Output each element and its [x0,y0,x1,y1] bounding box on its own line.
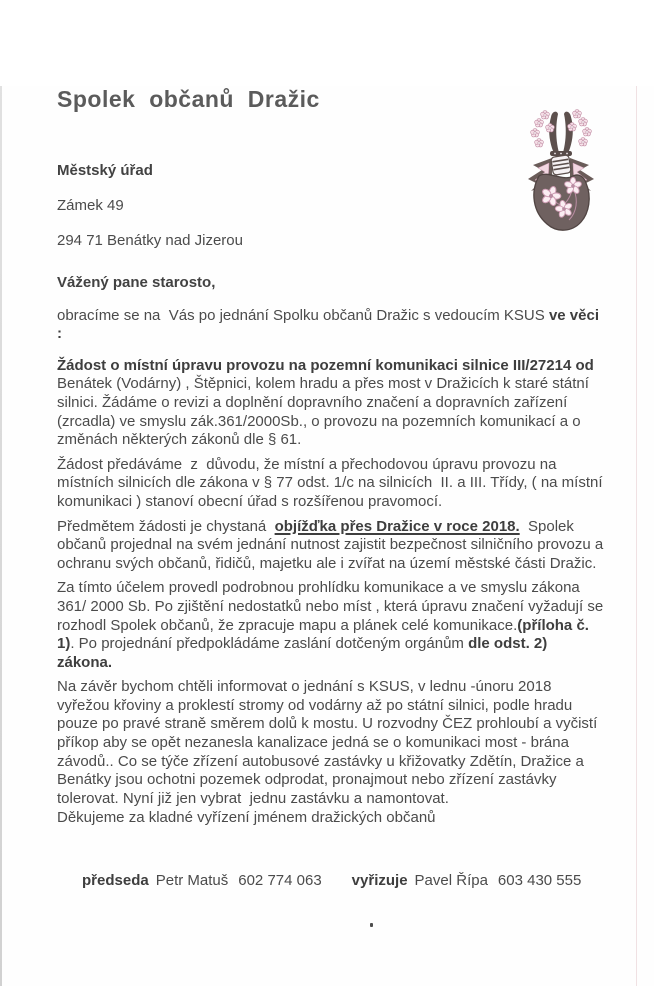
recipient-office: Městský úřad [57,162,153,179]
scan-edge-left [0,86,2,986]
survey-lead: Za tímto účelem provedl podrobnou prohlídku komunikace a ve smyslu zákona 361/ 2000 Sb. Po zjištění nedostatků nebo míst , která úpravu značení vyžadují se rozhodl Spolek občanů, že zpracuje mapu a plánek celé komunikace. [57,579,608,634]
paragraph-survey [57,579,608,672]
signature-role-handler: vyřizuje [351,871,408,889]
subject-lead: Předmětem žádosti je chystaná [57,517,275,535]
paragraph-reason: Žádost předáváme z důvodu, že místní a přechodovou úpravu provozu na místních silnicích dle zákona v § 77 odst. 1/c na silnicích II. a III. Třídy, ( na místní komunikaci ) stanoví obecní úřad s rozšířenou pravomocí. [57,455,607,510]
scan-speck [370,923,373,927]
page-title: Spolek občanů Dražic [57,86,320,112]
paragraph-subject [57,517,608,574]
signature-phone-chairman: 602 774 063 [238,871,322,889]
survey-law-ref: dle odst. 2) zákona. [57,635,552,671]
paragraph-final: Na závěr bychom chtěli informovat o jednání s KSUS, v lednu -únoru 2018 vyřežou křoviny a proklestí stromy od vodárny až po státní silnici, podle hradu pouze po pravé straně směrem dolů k mostu. U rozvodny ČEZ prohloubí a vyčistí příkop aby se opět nezanesla kanalizace jedná se o komunikaci most - brána závodů.. Co se týče zřízení autobusové zastávky u křižovatky Zdětín, Dražice a Benátky jsou ochotni pozemek odprodat, pronajmout nebo zřízení zastávky tolerovat. Nyní již jen vybrat jednu zastávku a namontovat. [57,678,602,807]
scan-edge-right [636,86,637,986]
signature-name-chairman: Petr Matuš [155,871,229,889]
survey-mid: . Po projednání předpokládáme zaslání dotčeným orgánům [70,635,469,653]
signature-name-handler: Pavel Řípa [414,871,488,889]
paragraph-intro [57,307,604,344]
signature-role-chairman: předseda [82,871,149,889]
request-body: Benátek (Vodárny) , Štěpnici, kolem hradu a přes most v Dražicích k staré státní silnici. Žádáme o revizi a doplnění dopravního značení a dopravních zařízení (zrcadla) ve smyslu zák.361/2000Sb., o provozu na pozemních komunikací a o změnách některých zákonů dle § 61. [57,356,598,449]
subject-rest: Spolek občanů projednal na svém jednání nutnost zajistit bezpečnost silničního provozu a ochranu svých občanů, řidičů, majetku ale i zvířat na území městské části Dražic. [57,517,608,572]
signature-line [57,853,604,909]
salutation: Vážený pane starosto, [57,274,216,291]
signature-phone-handler: 603 430 555 [497,871,582,889]
recipient-city: 294 71 Benátky nad Jizerou [57,232,243,249]
paragraph-thanks: Děkujeme za kladné vyřízení jménem dražických občanů [57,809,436,827]
intro-subject-label: ve věci : [57,306,604,343]
recipient-street: Zámek 49 [57,197,124,214]
request-title: Žádost o místní úpravu provozu na pozemní komunikaci silnice III/27214 od [57,356,594,374]
survey-attachment: (příloha č. 1) [57,616,594,653]
subject-highlight: objížďka přes Dražice v roce 2018. [274,517,520,535]
scanned-letter-page [0,86,654,986]
paragraph-request [57,357,604,450]
intro-text: obracíme se na Vás po jednání Spolku občanů Dražic s vedoucím KSUS [57,306,549,324]
drazice-coat-of-arms-icon [514,104,606,238]
